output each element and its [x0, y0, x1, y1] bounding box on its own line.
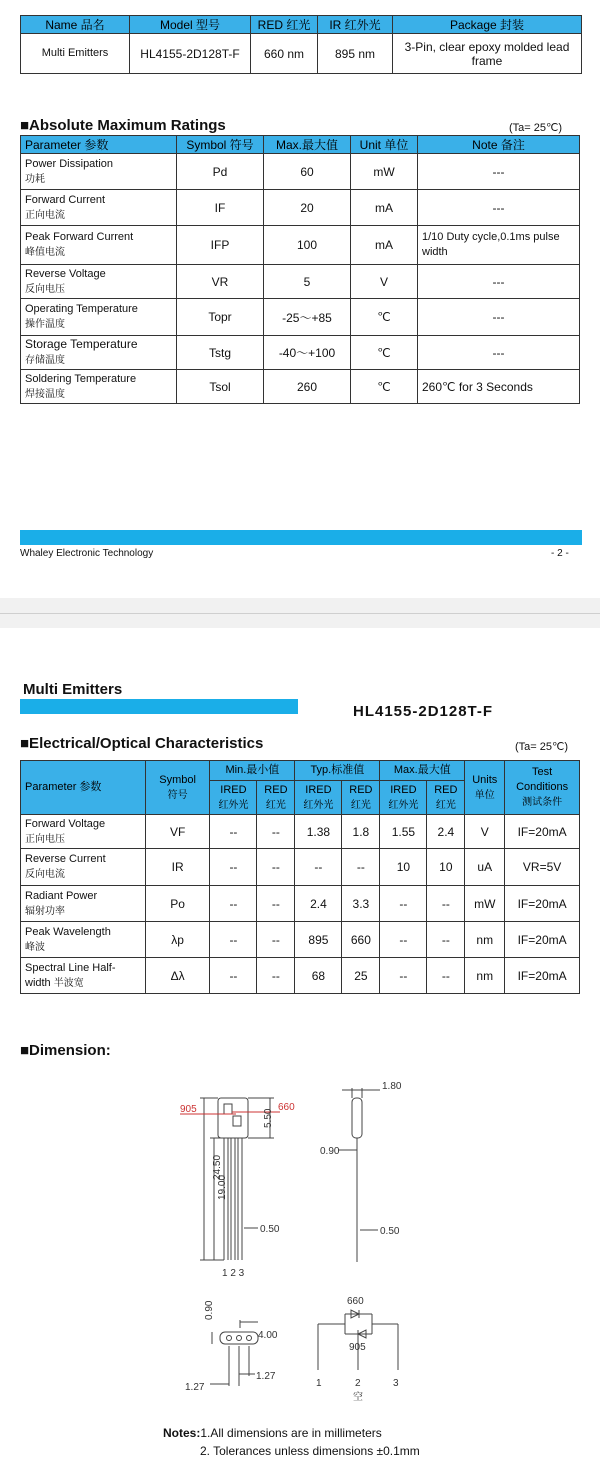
eo-header-symbol-cn: 符号: [167, 789, 188, 801]
symbol-cell: VF: [145, 815, 210, 849]
max-red-cell: --: [427, 958, 465, 994]
header-ir: IR 红外光: [318, 16, 393, 34]
min-red-cell: --: [257, 815, 295, 849]
max-ired-cell: 10: [380, 849, 427, 886]
param-name-cn: 操作温度: [25, 319, 65, 330]
param-name: Peak Forward Current: [25, 231, 134, 243]
min-ired-cell: --: [210, 849, 257, 886]
table-row: [21, 299, 580, 336]
min-red-cell: --: [257, 958, 295, 994]
param-name-cn: 焊接温度: [25, 388, 65, 400]
eo-sub-ired: [380, 781, 427, 815]
abs-header-unit: Unit 单位: [351, 136, 418, 154]
param-name: Forward Current: [25, 193, 106, 206]
symbol-cell: Tsol: [177, 370, 264, 404]
typ-ired-cell: 68: [295, 958, 342, 994]
sub-ired-cn: 红外光: [303, 799, 334, 811]
param-name: Soldering Temperature: [25, 372, 137, 385]
table-row: [21, 886, 580, 922]
param-name: Reverse Voltage: [25, 267, 106, 280]
eo-header-symbol: [145, 761, 210, 815]
max-red-cell: 2.4: [427, 815, 465, 849]
label-b090: 0.90: [204, 1300, 215, 1320]
param-name: Power Dissipation: [25, 157, 114, 170]
side-view: [338, 1088, 380, 1262]
notes-label: Notes:: [163, 1426, 201, 1440]
param-name: Radiant Power: [25, 889, 98, 902]
header-red: RED 红光: [251, 16, 318, 34]
min-ired-cell: --: [210, 815, 257, 849]
eo-sub-red: [427, 781, 465, 815]
max-red-cell: 10: [427, 849, 465, 886]
sub-ired-cn: 红外光: [388, 799, 419, 811]
typ-red-cell: 3.3: [342, 886, 380, 922]
eo-sub-red: [257, 781, 295, 815]
page2-title: Multi Emitters: [23, 681, 123, 698]
typ-red-cell: 660: [342, 922, 380, 958]
cell-ir: 895 nm: [318, 34, 393, 74]
max-cell: 100: [264, 226, 351, 265]
eo-table: [20, 760, 580, 994]
max-cell: -25～+85: [264, 299, 351, 336]
eo-header-test-cn: 测试条件: [522, 797, 563, 808]
table-row: [21, 922, 580, 958]
header-name: Name 品名: [21, 16, 130, 34]
param-name: Reverse Current: [25, 853, 106, 865]
max-red-cell: --: [427, 886, 465, 922]
param-name: Operating Temperature: [25, 303, 138, 315]
sub-red-cn: 红光: [350, 799, 371, 811]
unit-cell: ℃: [351, 336, 418, 370]
eo-header-test-en: Test Conditions: [516, 766, 569, 793]
abs-header-symbol: Symbol 符号: [177, 136, 264, 154]
note-cell: ---: [418, 265, 580, 299]
note-cell: ---: [418, 299, 580, 336]
param-name-cn: 功耗: [25, 173, 45, 185]
dimension-title: ■Dimension:: [20, 1042, 111, 1059]
eo-sub-ired: [210, 781, 257, 815]
unit-cell: uA: [465, 849, 505, 886]
label-050a: 0.50: [260, 1224, 280, 1235]
unit-cell: mA: [351, 226, 418, 265]
max-ired-cell: 1.55: [380, 815, 427, 849]
note-cell: 1/10 Duty cycle,0.1ms pulse width: [418, 226, 580, 265]
condition-cell: IF=20mA: [505, 886, 580, 922]
param-name-cn: 存储温度: [25, 355, 65, 366]
max-cell: -40～+100: [264, 336, 351, 370]
abs-max-title: ■Absolute Maximum Ratings: [20, 117, 226, 134]
typ-red-cell: --: [342, 849, 380, 886]
page2-model: HL4155-2D128T-F: [353, 703, 494, 720]
table-row: [21, 265, 580, 299]
abs-header-note: Note 备注: [418, 136, 580, 154]
note-cell: ---: [418, 336, 580, 370]
param-name-cn: 峰波: [25, 941, 45, 953]
bottom-view: [210, 1320, 258, 1386]
sub-red-en: RED: [349, 783, 373, 796]
abs-header-param: Parameter 参数: [21, 136, 177, 154]
max-ired-cell: --: [380, 886, 427, 922]
eo-header-symbol-en: Symbol: [159, 773, 196, 786]
max-cell: 260: [264, 370, 351, 404]
header-model: Model 型号: [130, 16, 251, 34]
header-package: Package 封装: [393, 16, 582, 34]
min-red-cell: --: [257, 849, 295, 886]
unit-cell: mW: [465, 886, 505, 922]
symbol-cell: Δλ: [145, 958, 210, 994]
symbol-cell: IR: [145, 849, 210, 886]
label-905: 905: [180, 1104, 197, 1115]
sub-red-en: RED: [434, 783, 458, 796]
schematic: [318, 1310, 398, 1370]
table-row: [21, 154, 580, 190]
label-090: 0.90: [320, 1146, 340, 1157]
eo-header-max: Max.最大值: [380, 761, 465, 781]
condition-cell: IF=20mA: [505, 815, 580, 849]
eo-header-units-en: Units: [472, 773, 498, 786]
dimension-drawing: [0, 1070, 600, 1430]
label-050b: 0.50: [380, 1226, 400, 1237]
min-ired-cell: --: [210, 886, 257, 922]
param-name-cn: 半波宽: [53, 977, 84, 989]
min-ired-cell: --: [210, 958, 257, 994]
footer-bar: [20, 530, 582, 545]
sub-ired-en: IRED: [390, 783, 417, 796]
symbol-cell: IFP: [177, 226, 264, 265]
max-cell: 20: [264, 190, 351, 226]
param-name-cn: 反向电压: [25, 283, 65, 295]
table-row: [21, 226, 580, 265]
note-cell: ---: [418, 154, 580, 190]
page-divider: [0, 613, 600, 614]
label-b400: 4.00: [258, 1330, 278, 1341]
eo-header-min: Min.最小值: [210, 761, 295, 781]
condition-cell: VR=5V: [505, 849, 580, 886]
unit-cell: ℃: [351, 299, 418, 336]
eo-header-units-cn: 单位: [474, 789, 495, 801]
symbol-cell: Topr: [177, 299, 264, 336]
sub-red-en: RED: [264, 783, 288, 796]
page2-title-bar: [20, 699, 298, 714]
param-name: Storage Temperature: [25, 337, 138, 351]
param-name: Spectral Line Half-width: [25, 961, 116, 989]
label-123: 1 2 3: [222, 1268, 245, 1279]
condition-cell: IF=20mA: [505, 922, 580, 958]
table-row: [21, 815, 580, 849]
typ-red-cell: 25: [342, 958, 380, 994]
eo-title: ■Electrical/Optical Characteristics: [20, 735, 264, 752]
unit-cell: mA: [351, 190, 418, 226]
eo-header-typ: Typ.标准值: [295, 761, 380, 781]
param-name-cn: 峰值电流: [25, 247, 65, 258]
max-cell: 60: [264, 154, 351, 190]
symbol-cell: IF: [177, 190, 264, 226]
label-s660: 660: [347, 1296, 364, 1307]
note-cell: 260℃ for 3 Seconds: [418, 370, 580, 404]
symbol-cell: Tstg: [177, 336, 264, 370]
min-red-cell: --: [257, 886, 295, 922]
symbol-cell: Po: [145, 886, 210, 922]
note-2: 2. Tolerances unless dimensions ±0.1mm: [200, 1444, 420, 1458]
unit-cell: ℃: [351, 370, 418, 404]
max-cell: 5: [264, 265, 351, 299]
label-1900: 19.00: [217, 1174, 228, 1200]
model-table: [20, 15, 582, 74]
unit-cell: nm: [465, 922, 505, 958]
min-ired-cell: --: [210, 922, 257, 958]
cell-model: HL4155-2D128T-F: [130, 34, 251, 74]
param-name-cn: 正向电流: [25, 209, 65, 221]
note-1: 1.All dimensions are in millimeters: [200, 1426, 382, 1440]
label-s2: 2: [355, 1378, 361, 1389]
table-row: [21, 370, 580, 404]
max-red-cell: --: [427, 922, 465, 958]
typ-ired-cell: --: [295, 849, 342, 886]
table-row: [21, 190, 580, 226]
typ-ired-cell: 895: [295, 922, 342, 958]
max-ired-cell: --: [380, 958, 427, 994]
table-row: [21, 336, 580, 370]
condition-cell: IF=20mA: [505, 958, 580, 994]
cell-package: 3-Pin, clear epoxy molded lead frame: [393, 34, 582, 74]
param-name: Forward Voltage: [25, 817, 106, 830]
label-2450: 24.50: [212, 1154, 223, 1180]
symbol-cell: Pd: [177, 154, 264, 190]
label-s3: 3: [393, 1378, 399, 1389]
note-cell: ---: [418, 190, 580, 226]
footer-page: - 2 -: [551, 548, 569, 559]
label-b127a: 1.27: [185, 1382, 205, 1393]
table-row: [21, 958, 580, 994]
label-550: 5.50: [263, 1108, 274, 1128]
label-660: 660: [278, 1102, 295, 1113]
label-s1: 1: [316, 1378, 322, 1389]
label-empty: 空: [353, 1392, 363, 1403]
eo-ta: (Ta= 25℃): [515, 741, 569, 753]
typ-red-cell: 1.8: [342, 815, 380, 849]
eo-header-units: [465, 761, 505, 815]
table-row: [21, 849, 580, 886]
sub-red-cn: 红光: [435, 799, 456, 811]
unit-cell: nm: [465, 958, 505, 994]
param-name-cn: 辐射功率: [25, 905, 65, 917]
min-red-cell: --: [257, 922, 295, 958]
label-s905: 905: [349, 1342, 366, 1353]
eo-sub-red: [342, 781, 380, 815]
abs-max-table: [20, 135, 580, 404]
eo-sub-ired: [295, 781, 342, 815]
cell-red: 660 nm: [251, 34, 318, 74]
param-name-cn: 正向电压: [25, 833, 65, 845]
cell-name: Multi Emitters: [21, 34, 130, 74]
label-180: 1.80: [382, 1081, 402, 1092]
label-b127b: 1.27: [256, 1371, 276, 1382]
sub-ired-cn: 红外光: [218, 799, 249, 811]
symbol-cell: VR: [177, 265, 264, 299]
abs-header-max: Max.最大值: [264, 136, 351, 154]
typ-ired-cell: 2.4: [295, 886, 342, 922]
typ-ired-cell: 1.38: [295, 815, 342, 849]
max-ired-cell: --: [380, 922, 427, 958]
eo-header-test: [505, 761, 580, 815]
sub-ired-en: IRED: [305, 783, 332, 796]
unit-cell: mW: [351, 154, 418, 190]
sub-red-cn: 红光: [265, 799, 286, 811]
footer-company: Whaley Electronic Technology: [20, 548, 154, 559]
unit-cell: V: [351, 265, 418, 299]
param-name: Peak Wavelength: [25, 925, 111, 938]
sub-ired-en: IRED: [220, 783, 247, 796]
notes-block: [163, 1426, 382, 1440]
symbol-cell: λp: [145, 922, 210, 958]
eo-header-param: Parameter 参数: [21, 761, 146, 815]
param-name-cn: 反向电流: [25, 869, 65, 880]
abs-max-ta: (Ta= 25℃): [509, 122, 563, 134]
unit-cell: V: [465, 815, 505, 849]
